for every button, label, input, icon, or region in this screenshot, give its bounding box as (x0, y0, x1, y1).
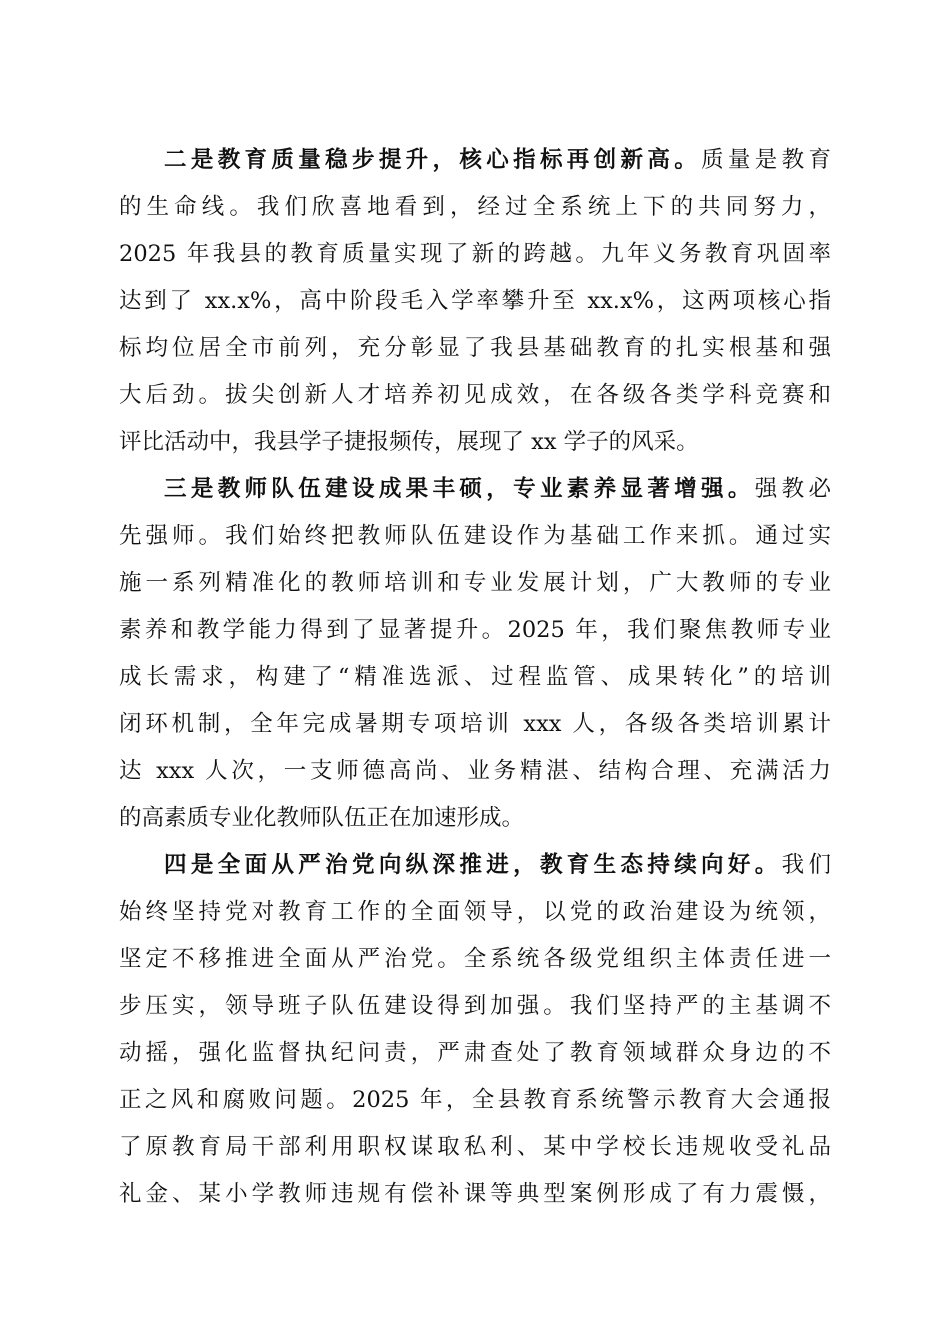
paragraph-1-line-3: 2025 年我县的教育质量实现了新的跨越。九年义务教育巩固率 (119, 241, 831, 267)
paragraph-3-line-1 (164, 847, 831, 883)
paragraph-3-line-2: 始终坚持党对教育工作的全面领导，以党的政治建设为统领， (119, 899, 831, 925)
paragraph-2-lead: 三是教师队伍建设成果丰硕，专业素养显著增强。 (164, 476, 755, 502)
paragraph-1-line-6: 大后劲。拔尖创新人才培养初见成效，在各级各类学科竞赛和 (119, 382, 831, 408)
paragraph-1-line-7: 评比活动中，我县学子捷报频传，展现了 xx 学子的风采。 (119, 429, 699, 455)
paragraph-2-line-8: 的高素质专业化教师队伍正在加速形成。 (119, 805, 525, 831)
paragraph-3-line-6: 正之风和腐败问题。2025 年，全县教育系统警示教育大会通报 (119, 1087, 831, 1113)
paragraph-2-line-1 (164, 471, 831, 507)
paragraph-2-line-3: 施一系列精准化的教师培训和专业发展计划，广大教师的专业 (119, 570, 831, 596)
paragraph-1-line-2: 的生命线。我们欣喜地看到，经过全系统上下的共同努力， (119, 194, 831, 220)
paragraph-3-lead: 四是全面从严治党向纵深推进，教育生态持续向好。 (164, 852, 782, 878)
paragraph-3-text: 我们 (781, 852, 831, 878)
paragraph-2-text: 强教必 (754, 476, 831, 502)
paragraph-1-line-4: 达到了 xx.x%，高中阶段毛入学率攀升至 xx.x%，这两项核心指 (119, 288, 831, 314)
paragraph-2-line-5: 成长需求，构建了“精准选派、过程监管、成果转化”的培训 (119, 664, 831, 690)
paragraph-3-line-7: 了原教育局干部利用职权谋取私利、某中学校长违规收受礼品 (119, 1134, 831, 1160)
paragraph-3-line-4: 步压实，领导班子队伍建设得到加强。我们坚持严的主基调不 (119, 993, 831, 1019)
paragraph-2-line-6: 闭环机制，全年完成暑期专项培训 xxx 人，各级各类培训累计 (119, 711, 831, 737)
paragraph-2-line-7: 达 xxx 人次，一支师德高尚、业务精湛、结构合理、充满活力 (119, 758, 831, 784)
paragraph-1-lead: 二是教育质量稳步提升，核心指标再创新高。 (164, 147, 702, 173)
paragraph-3-line-3: 坚定不移推进全面从严治党。全系统各级党组织主体责任进一 (119, 946, 831, 972)
paragraph-2-line-4: 素养和教学能力得到了显著提升。2025 年，我们聚焦教师专业 (119, 617, 831, 643)
paragraph-1-line-1 (164, 142, 831, 178)
paragraph-2-line-2: 先强师。我们始终把教师队伍建设作为基础工作来抓。通过实 (119, 523, 831, 549)
paragraph-3-line-5: 动摇，强化监督执纪问责，严肃查处了教育领域群众身边的不 (119, 1040, 831, 1066)
paragraph-3-line-8: 礼金、某小学教师违规有偿补课等典型案例形成了有力震慑， (119, 1181, 831, 1207)
paragraph-1-line-5: 标均位居全市前列，充分彰显了我县基础教育的扎实根基和强 (119, 335, 831, 361)
paragraph-1-text: 质量是教育 (701, 147, 831, 173)
